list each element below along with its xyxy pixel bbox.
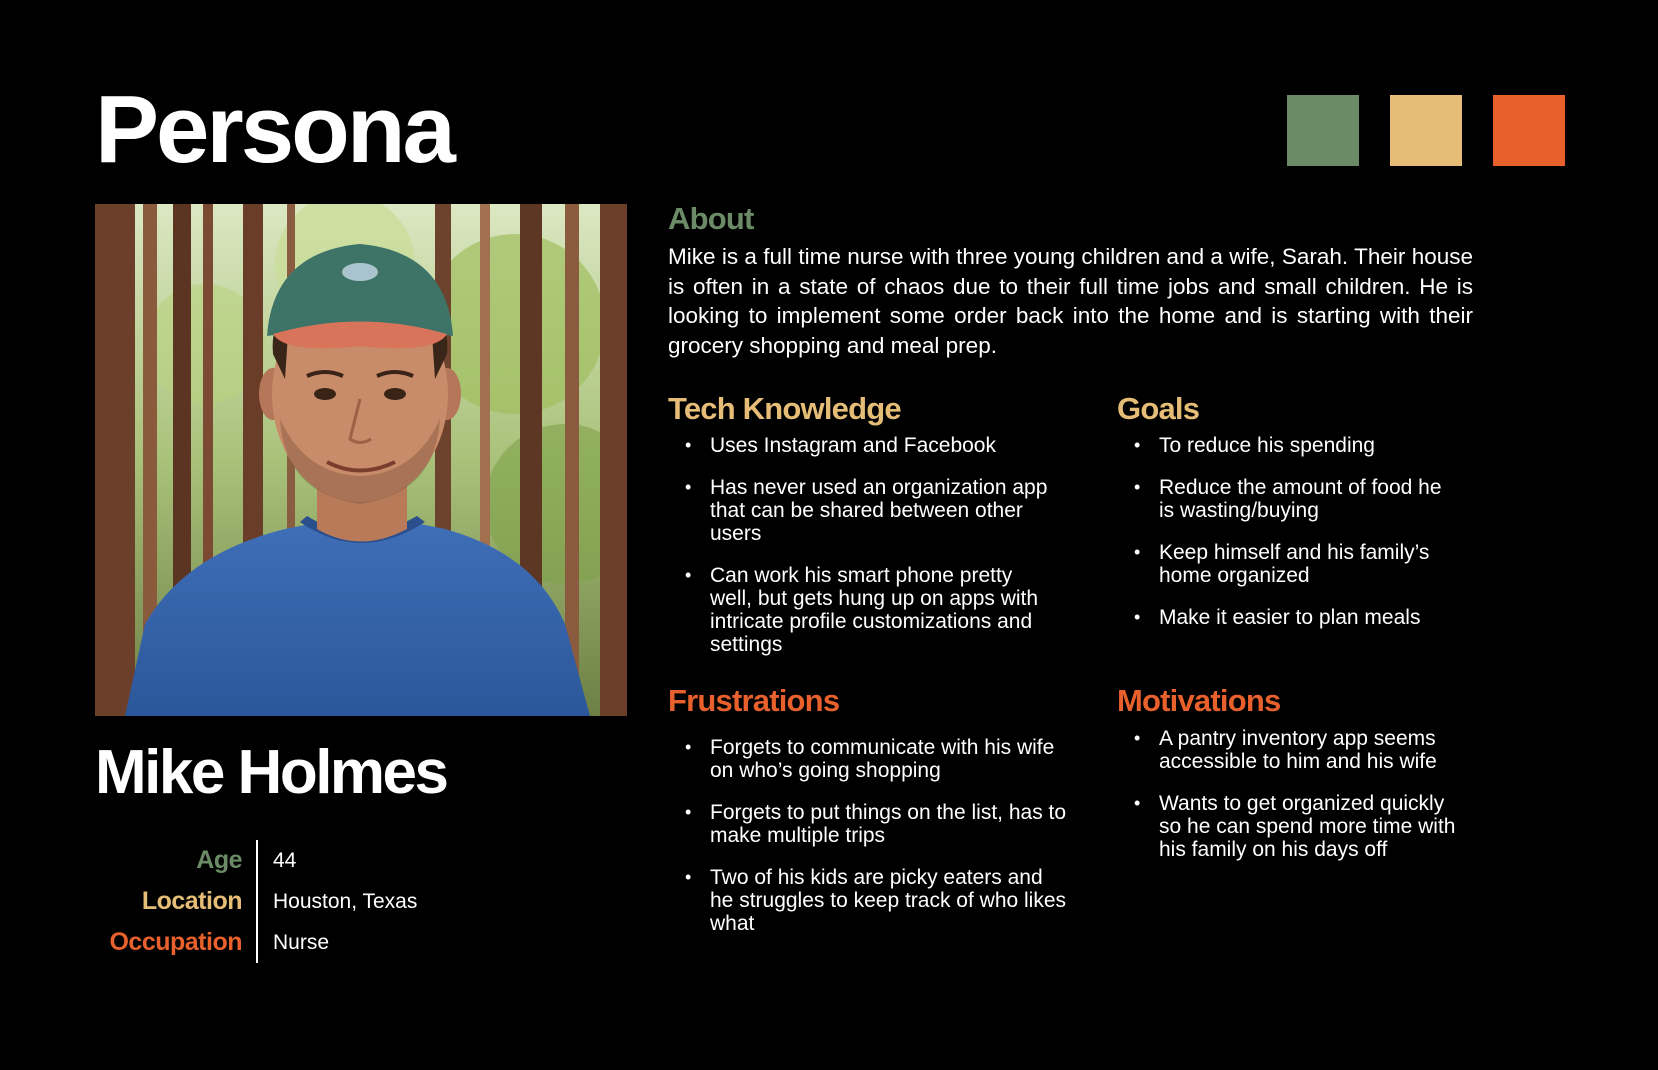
goals-list [1117, 434, 1457, 629]
list-item: • Forgets to communicate with his wife on who’s going shopping [668, 736, 1068, 782]
fact-label-occupation: Occupation [109, 928, 242, 956]
list-item: • Wants to get organized quickly so he can spend more time with his family on his days off [1117, 792, 1462, 861]
list-item: • Two of his kids are picky eaters and he struggles to keep track of who likes what [668, 866, 1068, 935]
swatch-green [1287, 95, 1359, 166]
persona-facts [95, 840, 417, 963]
fact-values [258, 840, 417, 963]
fact-value-location: Houston, Texas [273, 890, 418, 913]
about-heading: About [668, 201, 754, 236]
list-item: • Has never used an organization app that can be shared between other users [668, 476, 1058, 545]
list-item: • To reduce his spending [1117, 434, 1457, 457]
motivations-heading: Motivations [1117, 683, 1281, 718]
list-item: • Reduce the amount of food he is wasting/buying [1117, 476, 1457, 522]
list-item: • Make it easier to plan meals [1117, 606, 1457, 629]
fact-label-age: Age [196, 846, 242, 874]
color-palette [1287, 95, 1565, 166]
fact-label-location: Location [141, 887, 242, 915]
frustrations-list [668, 736, 1068, 935]
persona-name: Mike Holmes [95, 738, 447, 807]
fact-value-occupation: Nurse [273, 931, 330, 954]
list-item: • Uses Instagram and Facebook [668, 434, 1058, 457]
about-text: Mike is a full time nurse with three young children and a wife, Sarah. Their house is often in a state of chaos due to their full time jobs and small children. He is looking to implement some order back into the home and is starting with their grocery shopping and meal prep. [668, 244, 1473, 358]
fact-value-age: 44 [273, 849, 297, 872]
fact-labels [95, 840, 258, 963]
motivations-list [1117, 727, 1462, 861]
list-item: • A pantry inventory app seems accessible to him and his wife [1117, 727, 1462, 773]
swatch-orange [1493, 95, 1565, 166]
list-item: • Forgets to put things on the list, has to make multiple trips [668, 801, 1068, 847]
page-title: Persona [95, 76, 453, 183]
tech-knowledge-list [668, 434, 1058, 656]
persona-photo [95, 204, 627, 716]
goals-heading: Goals [1117, 391, 1200, 426]
swatch-tan [1390, 95, 1462, 166]
list-item: • Keep himself and his family’s home organized [1117, 541, 1457, 587]
tech-knowledge-heading: Tech Knowledge [668, 391, 901, 426]
frustrations-heading: Frustrations [668, 683, 840, 718]
list-item: • Can work his smart phone pretty well, but gets hung up on apps with intricate profile customizations and settings [668, 564, 1058, 656]
